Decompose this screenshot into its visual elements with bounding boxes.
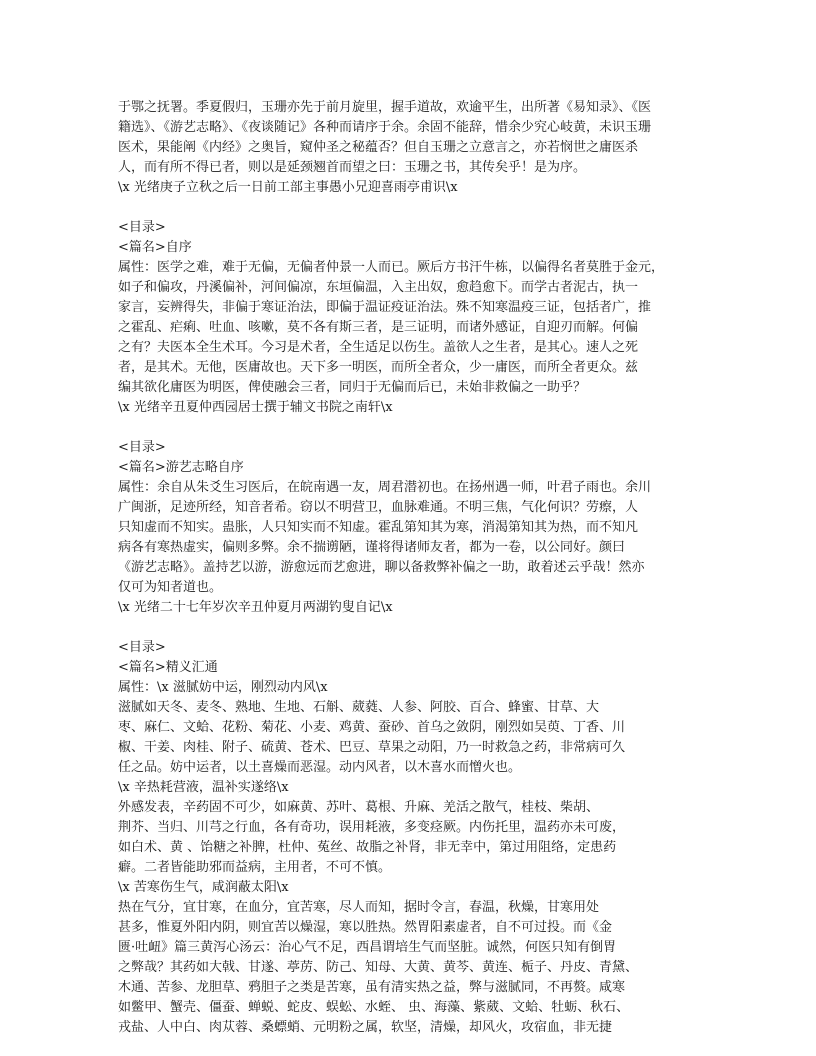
text-line: 仅可为知者道也。	[118, 580, 223, 595]
text-line: 如白术、黄 、饴糖之补脾，杜仲、菟丝、故脂之补肾，非无幸中，第过用阻络，定患药	[118, 840, 617, 855]
text-line: 之有？夫医本全生术耳。今习是术者，全生适足以伤生。盖欲人之生者，是其心。速人之死	[118, 340, 639, 355]
text-line: 家言，妄辨得失，非偏于寒证治法，即偏于温证疫证治法。殊不知寒温疫三证，包括者广，推	[118, 300, 652, 315]
text-line: 编其欲化庸医为明医，俾使融会三者，同归于无偏而后已，未始非救偏之一助乎？	[118, 380, 587, 395]
subheading: 属性：\x 滋腻妨中运，刚烈动内风\x	[118, 680, 328, 695]
catalog-marker: <目录>	[118, 220, 166, 235]
text-line: 枣、麻仁、文蛤、花粉、菊花、小麦、鸡黄、蚕砂、首乌之敛阴，刚烈如吴萸、丁香、川	[118, 720, 626, 735]
text-line: 属性：余自从朱爻生习医后，在皖南遇一友，周君潜初也。在扬州遇一师，叶君子雨也。余川	[118, 480, 652, 495]
text-line: 如子和偏攻，丹溪偏补，河间偏凉，东垣偏温，入主出奴，愈趋愈下。而学古者泥古，执一	[118, 280, 639, 295]
text-line: 热在气分，宜甘寒，在血分，宜苦寒，尽人而知，据时令言，春温，秋燥，甘寒用处	[118, 900, 600, 915]
section-youyi	[118, 438, 708, 618]
text-line: 之霍乱、疟痢、吐血、咳嗽，莫不各有斯三者，是三证明，而诸外感证，自迎刃而解。何偏	[118, 320, 639, 335]
section-title: <篇名>自序	[118, 240, 192, 255]
preface-tail	[118, 98, 708, 198]
text-line: 甚多，惟夏外阳内阴，则宜苦以燥湿，寒以胜热。然胃阳素虚者，自不可过投。而《金	[118, 920, 613, 935]
section-jingyi	[118, 638, 708, 1038]
text-line: 医术，果能阐《内经》之奥旨，窥仲圣之秘蕴否？但自玉珊之立意言之，亦若悯世之庸医杀	[118, 140, 639, 155]
section-title: <篇名>精义汇通	[118, 660, 218, 675]
spacer	[118, 618, 708, 638]
text-line: 滋腻如天冬、麦冬、熟地、生地、石斛、葳蕤、人参、阿胶、百合、蜂蜜、甘草、大	[118, 700, 600, 715]
text-line: 之弊哉？其药如大戟、甘遂、葶苈、防己、知母、大黄、黄芩、黄连、栀子、丹皮、青黛、	[118, 960, 639, 975]
text-line: 广闽浙，足迹所经，知音者希。窃以不明营卫，血脉难通。不明三焦，气化何识？劳瘵，人	[118, 500, 639, 515]
text-line: 戎盐、人中白、肉苁蓉、桑螵蛸、元明粉之属，软坚，清燥，却风火，攻宿血，非无捷	[118, 1020, 613, 1035]
section-title: <篇名>游艺志略自序	[118, 460, 244, 475]
text-line: 木通、苦参、龙胆草、鸦胆子之类是苦寒，虽有清实热之益，弊与滋腻同，不再赘。咸寒	[118, 980, 626, 995]
document-page	[118, 98, 708, 1038]
signature: \x 光绪辛丑夏仲西园居士撰于辅文书院之南轩\x	[118, 400, 393, 415]
text-line: 外感发表，辛药固不可少，如麻黄、苏叶、葛根、升麻、羌活之散气，桂枝、柴胡、	[118, 800, 600, 815]
text-line: 椒、干姜、肉桂、附子、硫黄、苍术、巴豆、草果之动阳，乃一时救急之药，非常病可久	[118, 740, 626, 755]
catalog-marker: <目录>	[118, 640, 166, 655]
text-line: 如鳖甲、蟹壳、僵蚕、蝉蜕、蛇皮、蜈蚣、水蛭、 虫、海藻、紫葳、文蛤、牡蛎、秋石、	[118, 1000, 630, 1015]
text-line: 荆芥、当归、川芎之行血，各有奇功，误用耗液，多变痉厥。内伤托里，温药亦未可废，	[118, 820, 626, 835]
text-line: 癖。二者皆能助邪而益病，主用者，不可不慎。	[118, 860, 392, 875]
text-line: 属性：医学之难，难于无偏，无偏者仲景一人而已。厥后方书汗牛栋，以偏得名者莫胜于金元，	[118, 260, 665, 275]
text-line: 《游艺志略》。盖持艺以游，游愈远而艺愈进，聊以备救弊补偏之一助，敢着述云乎哉！然亦	[118, 560, 645, 575]
text-line: 籍选》、《游艺志略》、《夜谈随记》各种而请序于余。余固不能辞，惜余少究心岐黄，未识玉珊	[118, 120, 652, 135]
spacer	[118, 418, 708, 438]
text-line: 匮·吐衄》篇三黄泻心汤云：治心气不足，西昌谓培生气而坚脏。诚然，何医只知有倒胃	[118, 940, 617, 955]
text-line: 病各有寒热虚实，偏则多弊。余不揣谫陋，谨将得诸师友者，都为一卷，以公同好。颜曰	[118, 540, 626, 555]
text-line: 人，而有所不得已者，则以是延颈翘首而望之曰：玉珊之书，其传矣乎！是为序。	[118, 160, 587, 175]
signature: \x 光绪庚子立秋之后一日前工部主事愚小兄迎喜雨亭甫识\x	[118, 180, 458, 195]
catalog-marker: <目录>	[118, 440, 166, 455]
section-zixu	[118, 218, 708, 418]
subheading: \x 辛热耗营液，温补实遂络\x	[118, 780, 289, 795]
signature: \x 光绪二十七年岁次辛丑仲夏月两湖钓叟自记\x	[118, 600, 393, 615]
spacer	[118, 198, 708, 218]
text-line: 于鄂之抚署。季夏假归，玉珊亦先于前月旋里，握手道故，欢逾平生，出所著《易知录》、《医	[118, 100, 652, 115]
text-line: 任之品。妨中运者，以土喜燥而恶湿。动内风者，以木喜水而憎火也。	[118, 760, 522, 775]
text-line: 只知虚而不知实。蛊胀，人只知实而不知虚。霍乱第知其为寒，消渴第知其为热，而不知凡	[118, 520, 639, 535]
subheading: \x 苦寒伤生气，咸润蔽太阳\x	[118, 880, 289, 895]
text-line: 者，是其术。无他，医庸故也。天下多一明医，而所全者众，少一庸医，而所全者更众。兹	[118, 360, 639, 375]
